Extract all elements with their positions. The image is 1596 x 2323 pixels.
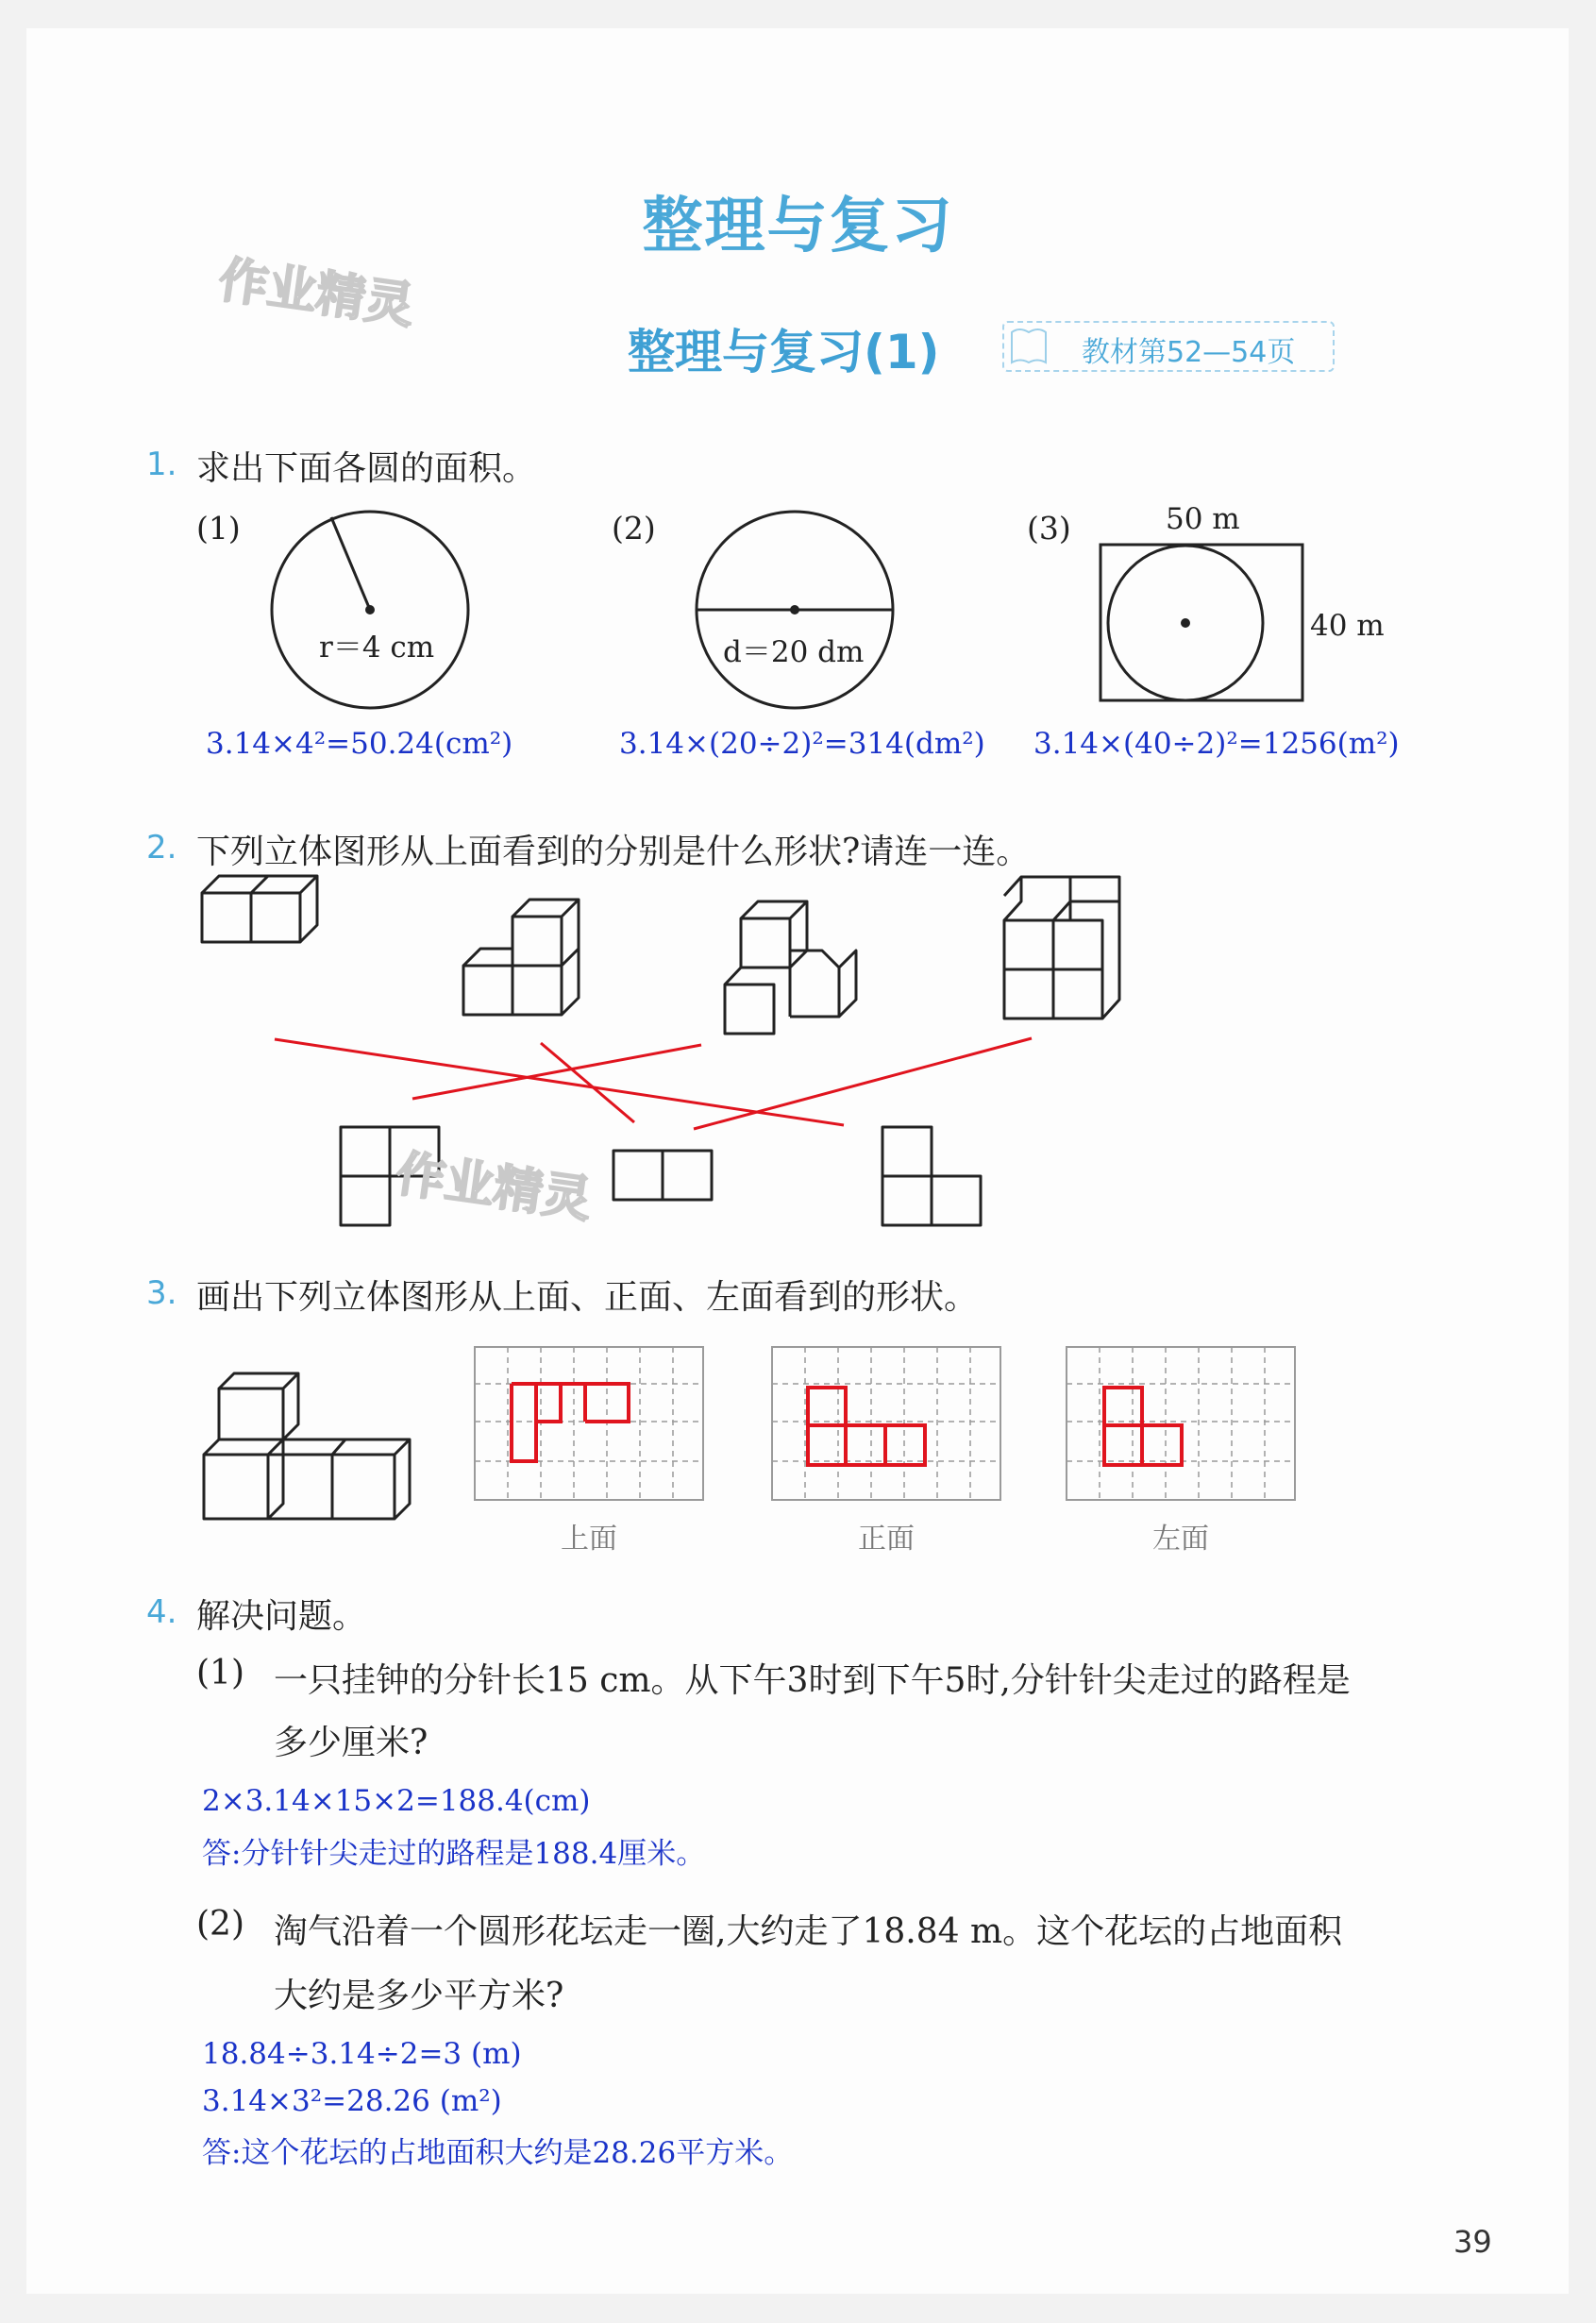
q4-number: 4. [146,1593,177,1631]
grid-label-top: 上面 [561,1523,617,1556]
q4-sub2-answer-2: 3.14×3²=28.26 (m²) [202,2084,502,2118]
q1-width-label: 50 m [1166,502,1240,536]
q1-diameter-label: d＝20 dm [723,635,865,669]
q4-sub1-answer-1: 2×3.14×15×2=188.4(cm) [202,1784,591,1818]
q3-number: 3. [146,1274,177,1312]
q4-sub1-line2: 多少厘米? [274,1724,428,1762]
q1-radius-label: r＝4 cm [319,631,435,665]
q4-sub1-line1: 一只挂钟的分针长15 cm。从下午3时到下午5时,分针针尖走过的路程是 [274,1661,1351,1700]
q4-sub2-line1: 淘气沿着一个圆形花坛走一圈,大约走了18.84 m。这个花坛的占地面积 [274,1912,1343,1951]
q4-sub2-line2: 大约是多少平方米? [274,1977,564,2015]
textbook-pages: 教材第52—54页 [1082,336,1296,369]
q1-answer-2: 3.14×(20÷2)²=314(dm²) [619,727,985,761]
q2-text: 下列立体图形从上面看到的分别是什么形状?请连一连。 [196,833,1031,871]
watermark: 作业精灵 [215,251,418,336]
page-title: 整理与复习 [642,192,954,261]
q4-text: 解决问题。 [196,1597,367,1636]
q1-height-label: 40 m [1310,609,1385,643]
q4-sub2-label: (2) [196,1905,244,1944]
q4-sub1-answer-2: 答:分针针尖走过的路程是188.4厘米。 [202,1837,706,1871]
q4-sub2-answer-1: 18.84÷3.14÷2=3 (m) [202,2037,522,2071]
grid-label-front: 正面 [858,1523,915,1556]
q4-sub1-label: (1) [196,1654,244,1692]
q4-sub2-answer-3: 答:这个花坛的占地面积大约是28.26平方米。 [202,2136,794,2170]
grid-front [772,1347,1000,1500]
watermark-middle: 作业精灵 [393,1145,596,1230]
q1-answer-3: 3.14×(40÷2)²=1256(m²) [1033,727,1400,761]
section-title: 整理与复习(1) [628,325,940,379]
page-number: 39 [1453,2224,1492,2260]
q1-item2-label: (2) [612,510,656,547]
grid-label-left: 左面 [1152,1523,1209,1556]
q3-text: 画出下列立体图形从上面、正面、左面看到的形状。 [196,1278,979,1317]
q1-answer-1: 3.14×4²=50.24(cm²) [206,727,513,761]
grid-left [1067,1347,1295,1500]
q1-text: 求出下面各圆的面积。 [196,449,537,488]
q1-item3-label: (3) [1027,510,1071,547]
q1-number: 1. [146,446,177,483]
grid-top [475,1347,703,1500]
q1-item1-label: (1) [196,510,241,547]
q2-number: 2. [146,829,177,867]
solid-q3 [204,1373,410,1519]
